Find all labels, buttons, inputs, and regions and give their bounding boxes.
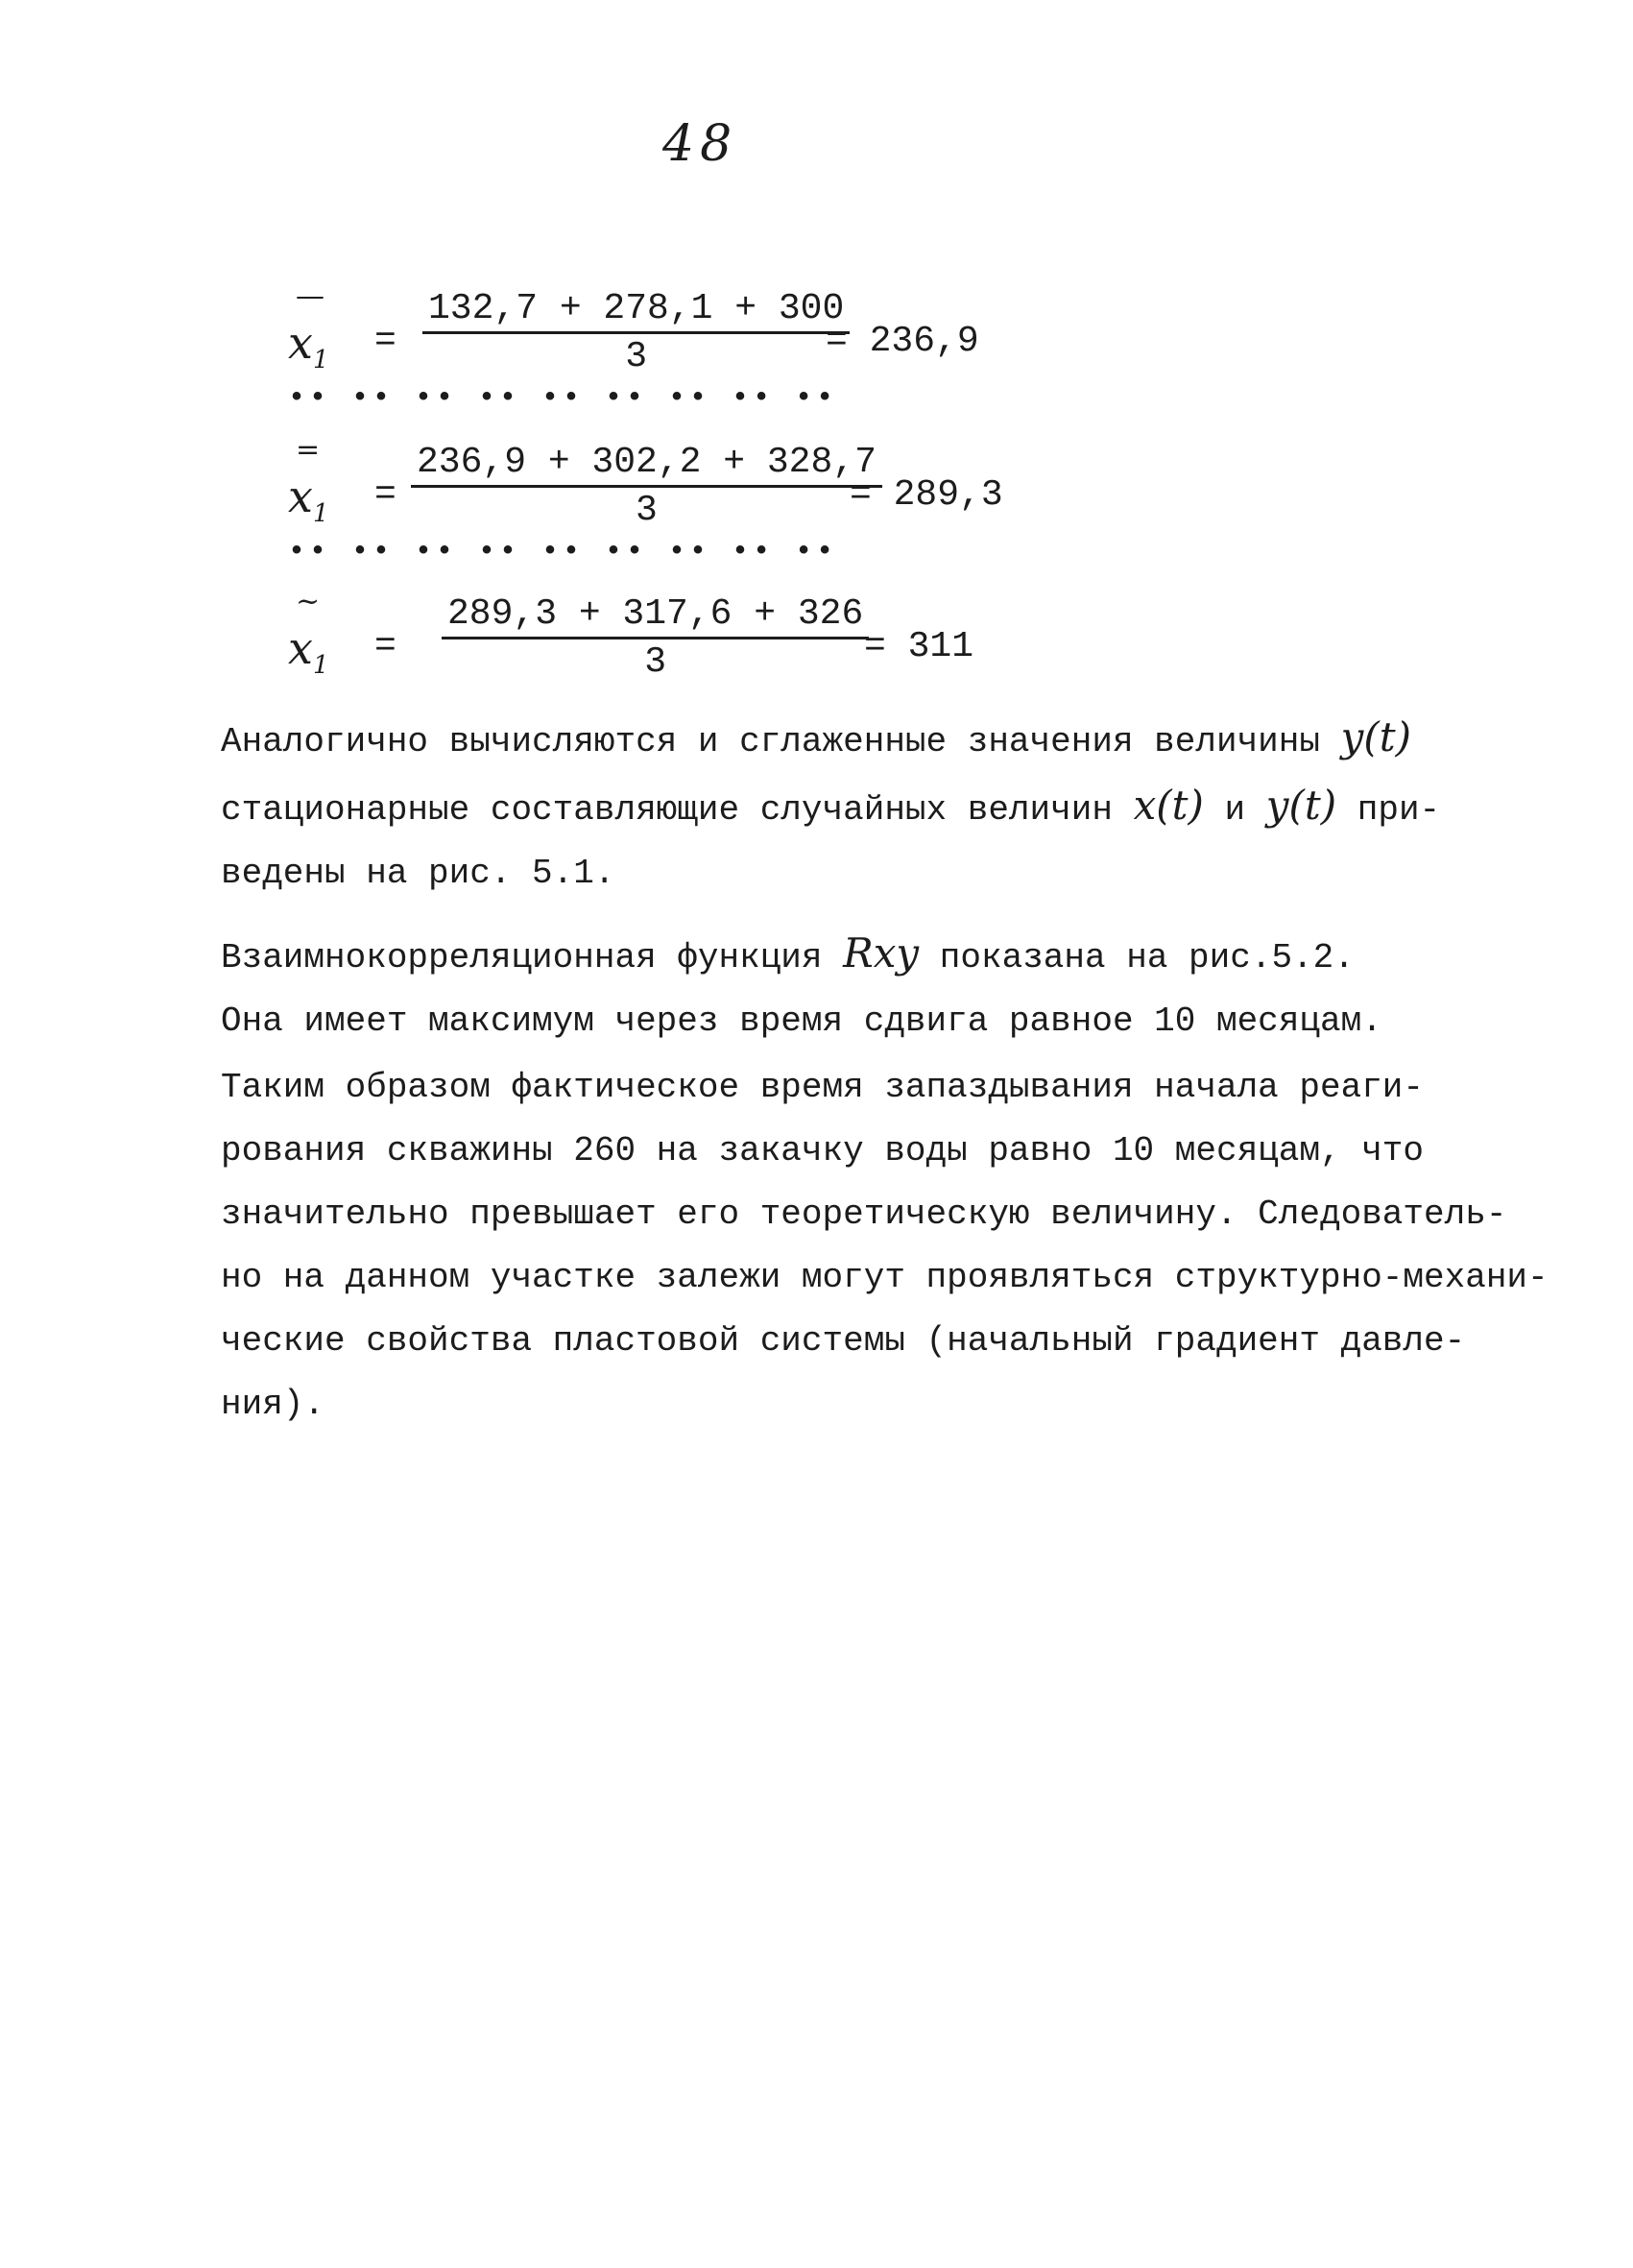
fraction xyxy=(442,593,869,683)
equals-sign: = xyxy=(374,626,396,667)
text-line: но на данном участке залежи могут проявляться структурно-механи- xyxy=(221,1258,1549,1297)
equation-result: = 289,3 xyxy=(850,474,1003,516)
equation-variable xyxy=(288,585,329,681)
variable-symbol: x xyxy=(288,317,313,369)
formula-y-t: y(t) xyxy=(1340,713,1411,760)
formula-rxy: Rxy xyxy=(843,929,920,977)
variable-mark: — xyxy=(296,279,324,313)
equals-sign: = xyxy=(374,474,396,516)
equation-3 xyxy=(288,585,1018,709)
variable-mark: ~ xyxy=(296,585,321,618)
text-span: Взаимнокорреляционная функция xyxy=(221,938,823,977)
formula-y-t: y(t) xyxy=(1265,782,1337,829)
dotted-separator: •• •• •• •• •• •• •• •• •• xyxy=(288,536,838,568)
fraction-denominator: 3 xyxy=(636,490,658,531)
equation-variable xyxy=(288,279,329,375)
paragraph-2 xyxy=(221,922,1469,1053)
text-line: Таким образом фактическое время запаздывания начала реаги- xyxy=(221,1068,1425,1107)
equation-result: = 236,9 xyxy=(826,321,979,362)
variable-mark: = xyxy=(296,433,321,467)
page-number: 48 xyxy=(662,115,738,173)
paragraph-3 xyxy=(221,1056,1549,1436)
variable-symbol: x xyxy=(288,470,313,522)
text-line: ческие свойства пластовой системы (начальный градиент давле- xyxy=(221,1321,1466,1361)
text-line: ведены на рис. 5.1. xyxy=(221,854,615,893)
variable-subscript: 1 xyxy=(312,651,329,681)
fraction-numerator: 289,3 + 317,6 + 326 xyxy=(442,593,869,639)
equation-result: = 311 xyxy=(864,626,974,667)
fraction-denominator: 3 xyxy=(644,641,667,683)
text-line: рования скважины 260 на закачку воды равно 10 месяцам, что xyxy=(221,1131,1425,1170)
text-span: при- xyxy=(1357,790,1441,830)
fraction xyxy=(411,442,882,531)
text-span: стационарные составляющие случайных величин xyxy=(221,790,1113,830)
variable-subscript: 1 xyxy=(312,499,329,529)
variable-symbol: x xyxy=(288,622,313,674)
variable-subscript: 1 xyxy=(312,346,329,375)
text-line: ния). xyxy=(221,1385,325,1424)
fraction-numerator: 132,7 + 278,1 + 300 xyxy=(422,288,850,334)
equals-sign: = xyxy=(374,321,396,362)
text-line xyxy=(221,706,1469,774)
text-line: Она имеет максимум через время сдвига равное 10 месяцам. xyxy=(221,1001,1382,1041)
text-span: показана на рис.5.2. xyxy=(939,938,1355,977)
text-span: и xyxy=(1224,790,1246,830)
text-line: значительно превышает его теоретическую величину. Следователь- xyxy=(221,1194,1507,1234)
text-span: Аналогично вычисляются и сглаженные значения величины xyxy=(221,722,1320,761)
fraction xyxy=(422,288,850,377)
fraction-denominator: 3 xyxy=(625,336,648,377)
fraction-numerator: 236,9 + 302,2 + 328,7 xyxy=(411,442,882,488)
dotted-separator: •• •• •• •• •• •• •• •• •• xyxy=(288,382,838,415)
formula-x-t: x(t) xyxy=(1133,782,1204,829)
text-line xyxy=(221,922,1469,990)
text-line xyxy=(221,774,1469,842)
paragraph-1 xyxy=(221,706,1469,905)
equation-variable xyxy=(288,433,329,529)
